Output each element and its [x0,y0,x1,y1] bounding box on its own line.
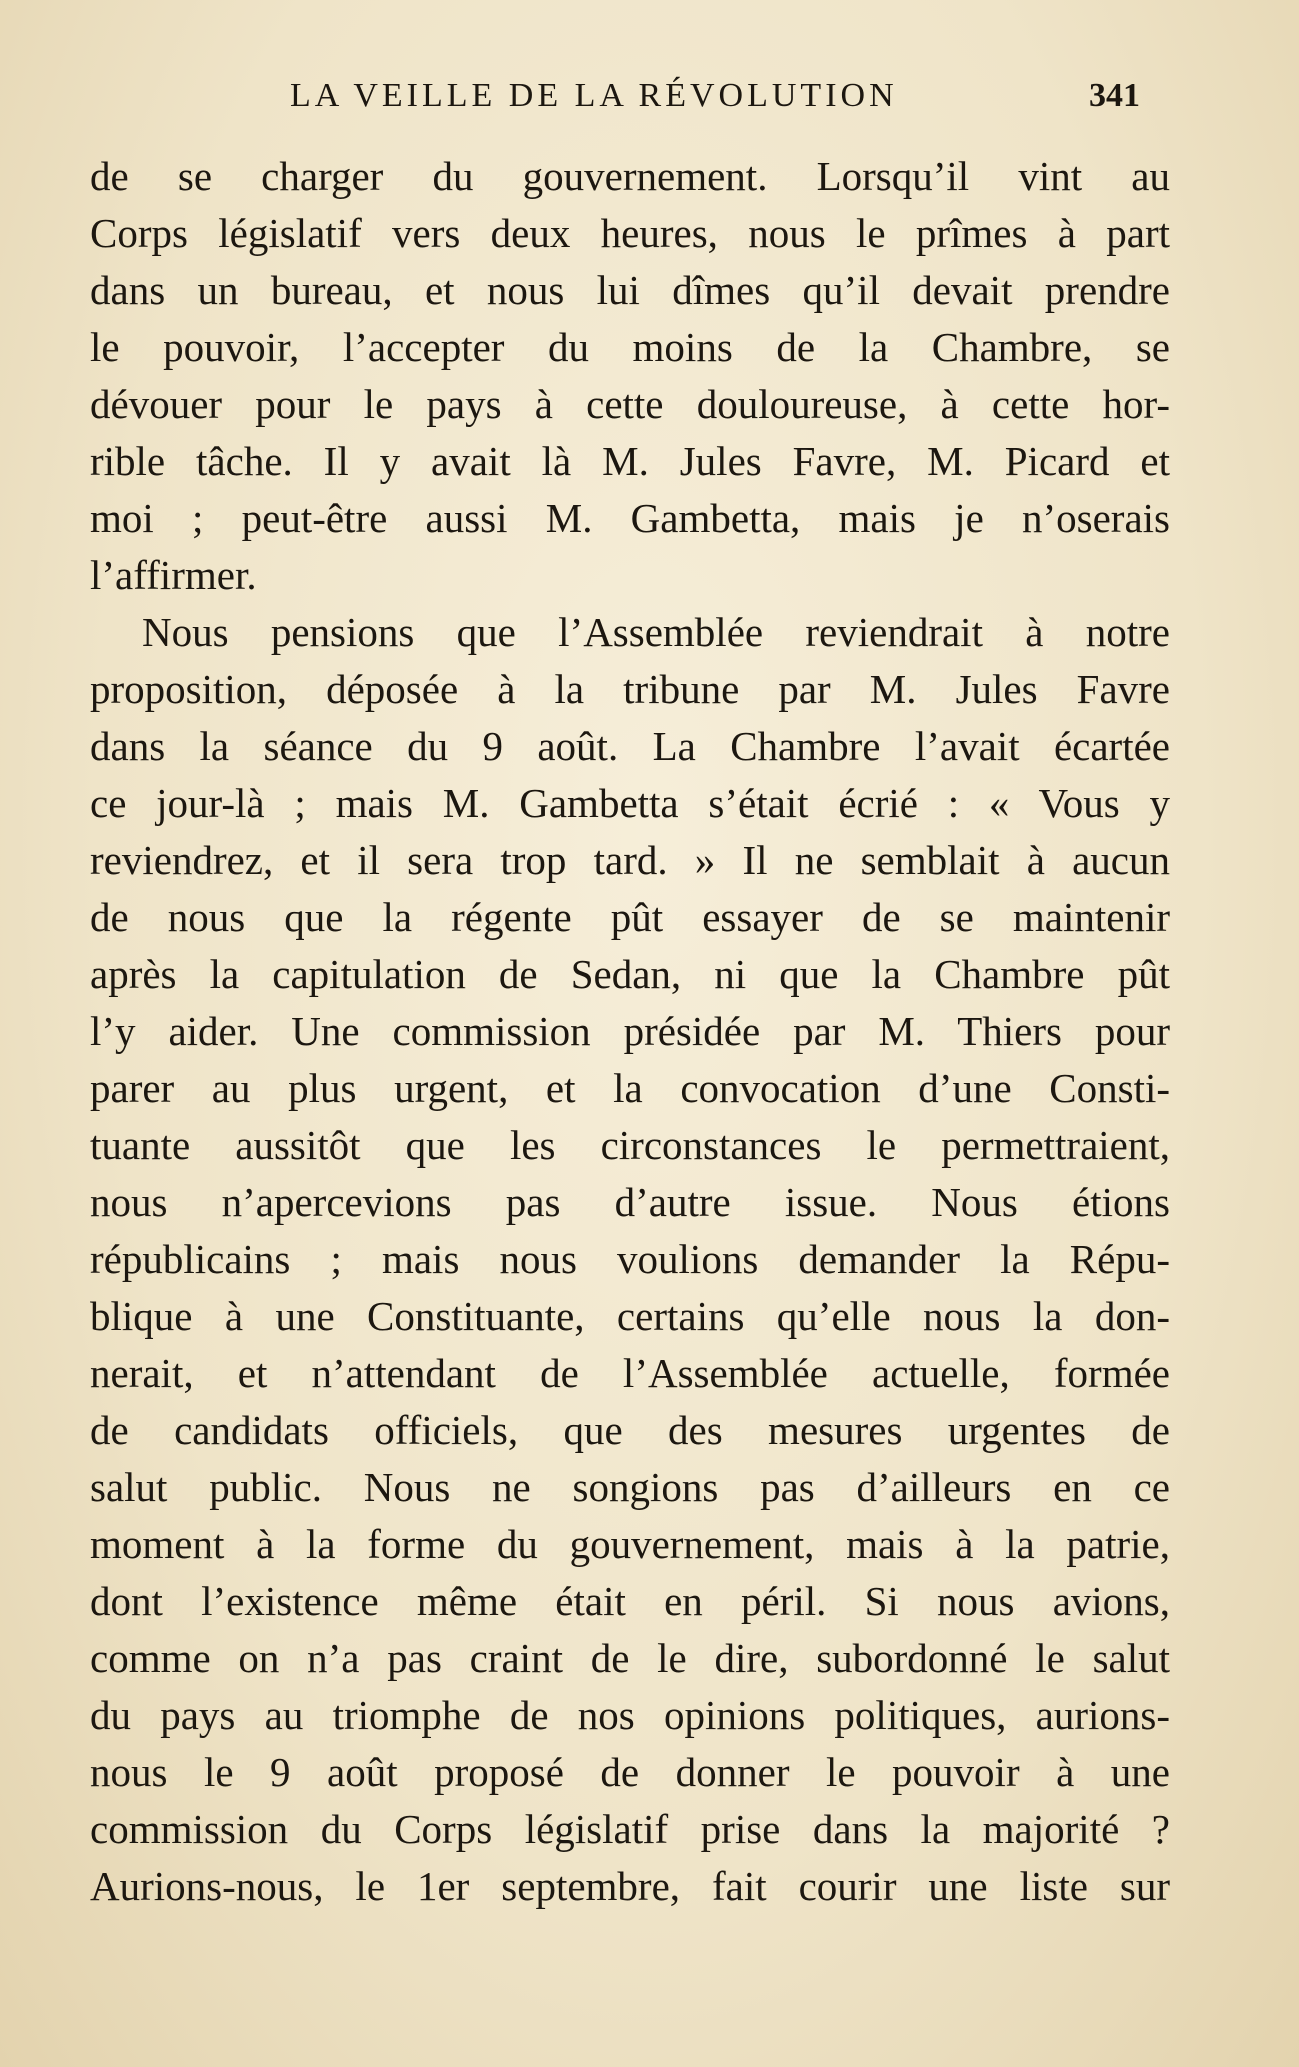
text-line: ce jour-là ; mais M. Gambetta s’était écrié : « Vous y [90,780,1170,826]
text-line: de se charger du gouvernement. Lorsqu’il vint au [90,153,1170,199]
text-line: Aurions-nous, le 1er septembre, fait courir une liste sur [90,1863,1170,1909]
text-line: l’y aider. Une commission présidée par M. Thiers pour [90,1008,1170,1054]
text-line: le pouvoir, l’accepter du moins de la Chambre, se [90,324,1170,370]
text-line: l’affirmer. [90,552,257,598]
text-line: comme on n’a pas craint de le dire, subordonné le salut [90,1635,1170,1681]
running-title: LA VEILLE DE LA RÉVOLUTION [290,77,898,114]
text-line: blique à une Constituante, certains qu’elle nous la don- [90,1293,1170,1339]
text-line: tuante aussitôt que les circonstances le permettraient, [90,1122,1170,1168]
text-line: après la capitulation de Sedan, ni que la Chambre pût [90,951,1170,997]
text-line: Corps législatif vers deux heures, nous le prîmes à part [90,210,1170,256]
paragraph-1 [90,148,1170,604]
text-line: nous n’apercevions pas d’autre issue. Nous étions [90,1179,1170,1225]
text-line: de nous que la régente pût essayer de se maintenir [90,894,1170,940]
text-line: reviendrez, et il sera trop tard. » Il ne semblait à aucun [90,837,1170,883]
text-line: moi ; peut-être aussi M. Gambetta, mais je n’oserais [90,495,1170,541]
text-line: moment à la forme du gouvernement, mais à la patrie, [90,1521,1170,1567]
paragraph-2 [90,604,1170,1915]
text-line: salut public. Nous ne songions pas d’ailleurs en ce [90,1464,1170,1510]
text-line: dont l’existence même était en péril. Si nous avions, [90,1578,1170,1624]
text-line: dans la séance du 9 août. La Chambre l’avait écartée [90,723,1170,769]
text-line: proposition, déposée à la tribune par M. Jules Favre [90,666,1170,712]
page-number: 341 [1089,77,1140,114]
page-header [290,72,1140,120]
text-line: républicains ; mais nous voulions demander la Répu- [90,1236,1170,1282]
text-line: dans un bureau, et nous lui dîmes qu’il devait prendre [90,267,1170,313]
text-line: nous le 9 août proposé de donner le pouvoir à une [90,1749,1170,1795]
text-line: de candidats officiels, que des mesures urgentes de [90,1407,1170,1453]
body-text [90,148,1170,1915]
text-line: nerait, et n’attendant de l’Assemblée actuelle, formée [90,1350,1170,1396]
text-line: du pays au triomphe de nos opinions politiques, aurions- [90,1692,1170,1738]
text-line: parer au plus urgent, et la convocation d’une Consti- [90,1065,1170,1111]
text-line: commission du Corps législatif prise dans la majorité ? [90,1806,1170,1852]
text-line: Nous pensions que l’Assemblée reviendrait à notre [142,609,1170,655]
text-line: rible tâche. Il y avait là M. Jules Favre, M. Picard et [90,438,1170,484]
text-line: dévouer pour le pays à cette douloureuse, à cette hor- [90,381,1170,427]
